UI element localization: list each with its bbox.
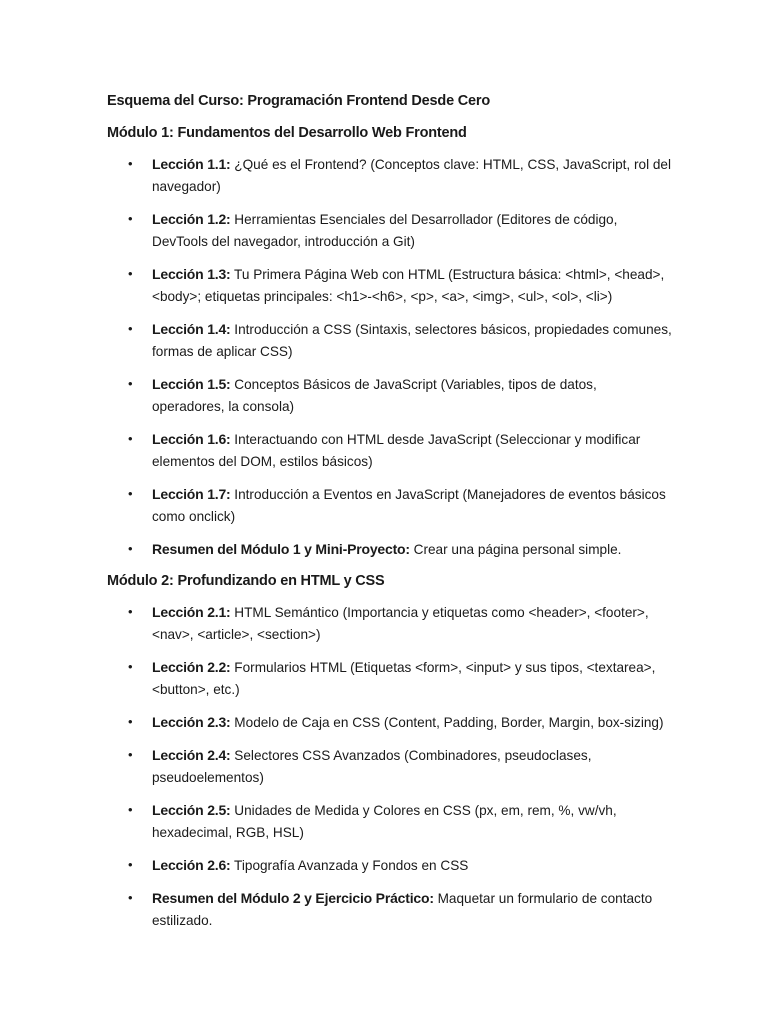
list-item: • Resumen del Módulo 2 y Ejercicio Práctico: Maquetar un formulario de contacto estilizado. xyxy=(107,887,672,932)
list-item: • Lección 1.7: Introducción a Eventos en JavaScript (Manejadores de eventos básicos como onclick) xyxy=(107,483,672,528)
course-title: Esquema del Curso: Programación Frontend Desde Cero xyxy=(107,93,490,109)
list-item: • Lección 1.6: Interactuando con HTML desde JavaScript (Seleccionar y modificar elementos del DOM, estilos básicos) xyxy=(107,428,672,473)
bullet-icon: • xyxy=(128,321,133,336)
bullet-icon: • xyxy=(128,659,133,674)
list-item: • Lección 2.4: Selectores CSS Avanzados (Combinadores, pseudoclases, pseudoelementos) xyxy=(107,744,672,789)
module-2-list xyxy=(107,601,668,932)
bullet-icon: • xyxy=(128,541,133,556)
list-item: • Lección 1.2: Herramientas Esenciales del Desarrollador (Editores de código, DevTools del navegador, introducción a Git) xyxy=(107,208,672,253)
list-item: • Lección 1.5: Conceptos Básicos de JavaScript (Variables, tipos de datos, operadores, la consola) xyxy=(107,373,672,418)
list-item: • Lección 2.2: Formularios HTML (Etiquetas <form>, <input> y sus tipos, <textarea>, <button>, etc.) xyxy=(107,656,672,701)
bullet-icon: • xyxy=(128,857,133,872)
list-item: • Lección 2.1: HTML Semántico (Importancia y etiquetas como <header>, <footer>, <nav>, <article>, <section>) xyxy=(107,601,672,646)
bullet-icon: • xyxy=(128,486,133,501)
module-1-title: Módulo 1: Fundamentos del Desarrollo Web Frontend xyxy=(107,125,467,141)
list-item: • Lección 2.6: Tipografía Avanzada y Fondos en CSS xyxy=(107,854,672,877)
bullet-icon: • xyxy=(128,376,133,391)
module-1-list xyxy=(107,153,672,561)
list-item: • Lección 1.3: Tu Primera Página Web con HTML (Estructura básica: <html>, <head>, <body>; etiquetas principales: <h1>-<h6>, <p>, <a>, <img>, <ul>, <ol>, <li>) xyxy=(107,263,672,308)
bullet-icon: • xyxy=(128,211,133,226)
bullet-icon: • xyxy=(128,156,133,171)
bullet-icon: • xyxy=(128,802,133,817)
list-item: • Lección 1.4: Introducción a CSS (Sintaxis, selectores básicos, propiedades comunes, formas de aplicar CSS) xyxy=(107,318,672,363)
bullet-icon: • xyxy=(128,747,133,762)
bullet-icon: • xyxy=(128,266,133,281)
list-item: • Lección 2.3: Modelo de Caja en CSS (Content, Padding, Border, Margin, box-sizing) xyxy=(107,711,672,734)
module-2-title: Módulo 2: Profundizando en HTML y CSS xyxy=(107,573,385,589)
bullet-icon: • xyxy=(128,604,133,619)
list-item: • Resumen del Módulo 1 y Mini-Proyecto: Crear una página personal simple. xyxy=(107,538,672,561)
bullet-icon: • xyxy=(128,890,133,905)
bullet-icon: • xyxy=(128,714,133,729)
list-item: • Lección 2.5: Unidades de Medida y Colores en CSS (px, em, rem, %, vw/vh, hexadecimal, RGB, HSL) xyxy=(107,799,672,844)
list-item: • Lección 1.1: ¿Qué es el Frontend? (Conceptos clave: HTML, CSS, JavaScript, rol del navegador) xyxy=(107,153,672,198)
bullet-icon: • xyxy=(128,431,133,446)
